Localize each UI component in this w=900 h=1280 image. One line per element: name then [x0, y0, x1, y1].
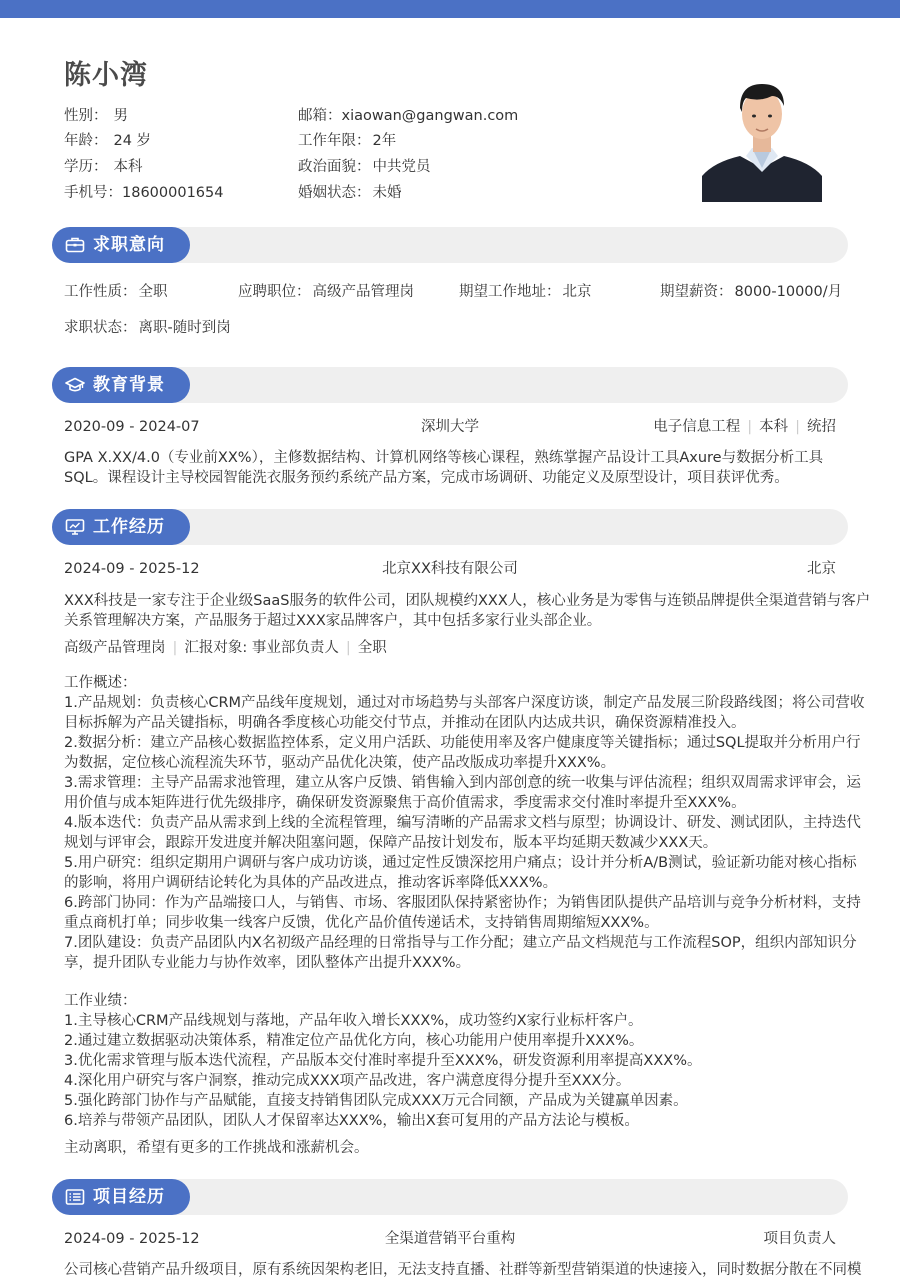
info-age: 年龄： 24 岁 [64, 133, 152, 149]
section-title: 项目经历 [93, 1187, 165, 1207]
project-dates: 2024-09 - 2025-12 [64, 1231, 200, 1247]
education-school: 深圳大学 [421, 419, 479, 435]
work-role-line: 高级产品管理岗 | 汇报对象: 事业部负责人 | 全职 [64, 640, 387, 656]
info-education: 学历： 本科 [64, 159, 143, 175]
project-description: 公司核心营销产品升级项目，原有系统因架构老旧，无法支持直播、社群等新型营销渠道的快速接入，同时数据分散在不同模 [64, 1262, 862, 1278]
section-header-work [52, 509, 848, 545]
section-title: 工作经历 [93, 517, 165, 537]
info-political-status: 政治面貌： 中共党员 [298, 159, 431, 175]
work-leave-reason: 主动离职，希望有更多的工作挑战和涨薪机会。 [64, 1140, 369, 1156]
graduation-cap-icon [65, 376, 85, 394]
work-report-to: 汇报对象: 事业部负责人 [184, 640, 339, 656]
list-icon [65, 1188, 85, 1206]
info-gender: 性别： 男 [64, 108, 128, 124]
briefcase-icon [65, 236, 85, 254]
section-header-project [52, 1179, 848, 1215]
section-title: 教育背景 [93, 375, 165, 395]
top-accent-bar [0, 0, 900, 18]
work-company: 北京XX科技有限公司 [382, 561, 518, 577]
monitor-icon [65, 518, 85, 536]
work-entry-header [64, 559, 836, 579]
work-type: 全职 [357, 640, 387, 656]
info-work-years: 工作年限： 2年 [298, 133, 397, 149]
info-marital-status: 婚姻状态： 未婚 [298, 185, 402, 201]
education-description: GPA X.XX/4.0（专业前XX%），主修数据结构、计算机网络等核心课程，熟练掌握产品设计工具Axure与数据分析工具 SQL。课程设计主导校园智能洗衣服务预约系统产品方案，完成市场调研、功能定义及原型设计，项目获评优秀。 [64, 450, 824, 486]
project-entry-header [64, 1229, 836, 1249]
work-dates: 2024-09 - 2025-12 [64, 561, 200, 577]
intent-job-nature: 工作性质： 全职 [64, 284, 168, 300]
section-header-education [52, 367, 848, 403]
education-entry-header [64, 417, 836, 437]
work-company-intro: XXX科技是一家专注于企业级SaaS服务的软件公司，团队规模约XXX人，核心业务是为零售与连锁品牌提供全渠道营销与客户 关系管理解决方案，产品服务于超过XXX家品牌客户，其中包括多家行业头部企业。 [64, 593, 871, 629]
education-dates: 2020-09 - 2024-07 [64, 419, 200, 435]
section-title: 求职意向 [93, 235, 165, 255]
work-overview: 工作概述： 1.产品规划：负责核心CRM产品线年度规划，通过对市场趋势与头部客户深度访谈，制定产品发展三阶段路线图；将公司营收 目标拆解为产品关键指标，明确各季度核心功能交付节点，并推动在团队内达成共识，确保资源精准投入。 2.数据分析：建立产品核心数据监控体系，定义用户活跃、功能使用率及客户健康度等关键指标；通过SQL提取并分析用户行 为数据，定位核心流程流失环节，驱动产品优化决策，使产品改版成功率提升XXX%。 3.需求管理：主导产品需求池管理，建立从客户反馈、销售输入到内部创意的统一收集与评估流程；组织双周需求评审会，运 用价值与成本矩阵进行优先级排序，确保研发资源聚焦于高价值需求，季度需求交付准时率提升至XXX%。 4.版本迭代：负责产品从需求到上线的全流程管理，编写清晰的产品需求文档与原型；协调设计、研发、测试团队，主持迭代 规划与评审会，跟踪开发进度并解决阻塞问题，保障产品按计划发布，版本平均延期天数减少XXX天。 5.用户研究：组织定期用户调研与客户成功访谈，通过定性反馈深挖用户痛点；设计并分析A/B测试，验证新功能对核心指标 的影响，将用户调研结论转化为具体的产品改进点，推动客诉率降低XXX%。 6.跨部门协同：作为产品端接口人，与销售、市场、客服团队保持紧密协作；为销售团队提供产品培训与竞争分析材料，支持 重点商机打单；同步收集一线客户反馈，优化产品价值传递话术，支持销售周期缩短XXX%。 7.团队建设：负责产品团队内X名初级产品经理的日常指导与工作分配；建立产品文档规范与工作流程SOP，组织内部知识分 享，提升团队专业能力与协作效率，团队整体产出提升XXX%。 [64, 675, 865, 971]
profile-photo [702, 72, 822, 202]
intent-salary: 期望薪资： 8000-10000/月 [660, 284, 843, 300]
info-phone: 手机号：18600001654 [64, 185, 224, 201]
education-meta: 电子信息工程 | 本科 | 统招 [653, 419, 836, 435]
intent-status: 求职状态： 离职-随时到岗 [64, 320, 231, 336]
project-name: 全渠道营销平台重构 [384, 1231, 516, 1247]
work-role: 高级产品管理岗 [64, 640, 166, 656]
section-header-job-intent [52, 227, 848, 263]
work-achievements: 工作业绩： 1.主导核心CRM产品线规划与落地，产品年收入增长XXX%，成功签约X家行业标杆客户。 2.通过建立数据驱动决策体系，精准定位产品优化方向，核心功能用户使用率提升XXX%。 3.优化需求管理与版本迭代流程，产品版本交付准时率提升至XXX%，研发资源利用率提高XXX%。 4.深化用户研究与客户洞察，推动完成XXX项产品改进，客户满意度得分提升至XXX分。 5.强化跨部门协作与产品赋能，直接支持销售团队完成XXX万元合同额，产品成为关键赢单因素。 6.培养与带领产品团队，团队人才保留率达XXX%，输出X套可复用的产品方法论与模板。 [64, 993, 702, 1129]
intent-location: 期望工作地址： 北京 [459, 284, 592, 300]
info-email: 邮箱：xiaowan@gangwan.com [298, 108, 519, 124]
candidate-name: 陈小湾 [64, 60, 148, 91]
project-role: 项目负责人 [763, 1231, 836, 1247]
intent-position: 应聘职位： 高级产品管理岗 [238, 284, 414, 300]
work-city: 北京 [807, 561, 836, 577]
